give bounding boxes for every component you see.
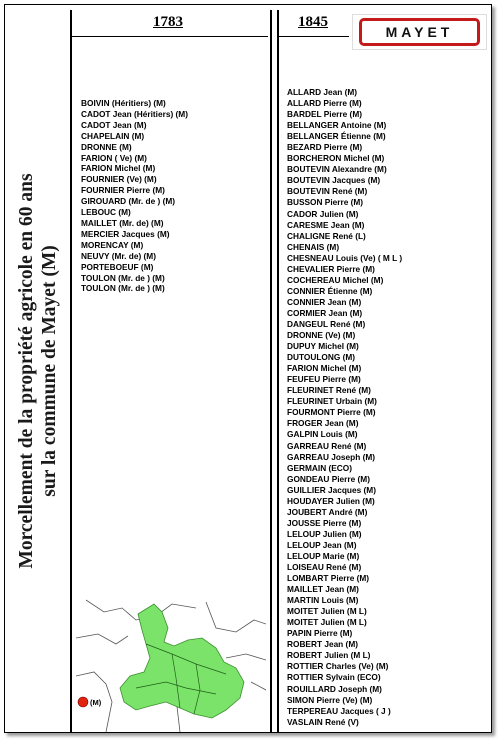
owner-entry: VASLAIN René (V) [287, 716, 359, 727]
border-line [226, 654, 266, 660]
year-1783-heading: 1783 [153, 14, 183, 30]
year-1845-heading: 1845 [298, 14, 328, 30]
owner-entry: PORTEBOEUF (M) [81, 261, 154, 272]
owner-entry: BARDEL Pierre (M) [287, 109, 362, 120]
mayet-commune-area [120, 604, 244, 718]
owners-1845-list [287, 87, 402, 728]
owner-entry: DANGEUL René (M) [287, 318, 366, 329]
owner-entry: ROTTIER Sylvain (ECO) [287, 672, 381, 683]
owner-entry: ALLARD Pierre (M) [287, 98, 362, 109]
owner-entry: SIMON Pierre (Ve) (M) [287, 694, 373, 705]
owner-entry: TOULON (Mr. de ) (M) [81, 283, 165, 294]
owner-entry: CORMIER Jean (M) [287, 307, 363, 318]
sidebar-title-line2: sur la commune de Mayet (M) [39, 245, 60, 497]
sidebar [5, 10, 71, 732]
owner-entry: CHENAIS (M) [287, 241, 340, 252]
owner-entry: CARESME Jean (M) [287, 219, 365, 230]
header-rule-1845 [279, 36, 349, 37]
owner-entry: MAILLET Jean (M) [287, 584, 359, 595]
owner-entry: DRONNE (Ve) (M) [287, 330, 356, 341]
owner-entry: BEZARD Pierre (M) [287, 142, 363, 153]
border-line [206, 602, 266, 632]
owner-entry: CHEVALIER Pierre (M) [287, 263, 375, 274]
owner-entry: GERMAIN (ECO) [287, 462, 352, 473]
owner-entry: LELOUP Marie (M) [287, 550, 360, 561]
owner-entry: LOMBART Pierre (M) [287, 573, 370, 584]
owner-entry: JOUSSE Pierre (M) [287, 517, 362, 528]
owner-entry: FEUFEU Pierre (M) [287, 374, 361, 385]
owner-entry: DRONNE (M) [81, 141, 132, 152]
town-sign [352, 14, 487, 50]
owner-entry: CHESNEAU Louis (Ve) ( M L ) [287, 252, 403, 263]
owner-entry: MERCIER Jacques (M) [81, 228, 170, 239]
owner-entry: GARREAU Joseph (M) [287, 451, 376, 462]
owner-entry: DUPUY Michel (M) [287, 341, 359, 352]
owner-entry: ROUILLARD Joseph (M) [287, 683, 382, 694]
owner-entry: FARION Michel (M) [81, 163, 156, 174]
sidebar-title [15, 21, 61, 721]
owner-entry: HOUDAYER Julien (M) [287, 495, 375, 506]
owner-entry: FARION ( Ve) (M) [81, 152, 147, 163]
owner-entry: TERPEREAU Jacques ( J ) [287, 705, 391, 716]
owner-entry: MORENCAY (M) [81, 239, 144, 250]
owner-entry: FROGER Jean (M) [287, 418, 359, 429]
owner-entry: LELOUP Jean (M) [287, 539, 357, 550]
owner-entry: GARREAU René (M) [287, 440, 367, 451]
owner-entry: FLEURINET Urbain (M) [287, 396, 377, 407]
owner-entry: FLEURINET René (M) [287, 385, 371, 396]
owner-entry: ALLARD Jean (M) [287, 87, 358, 97]
owner-entry: GONDEAU Pierre (M) [287, 473, 370, 484]
owner-entry: BOUTEVIN Jacques (M) [287, 175, 381, 186]
divider-middle [270, 10, 272, 732]
border-line [251, 682, 266, 690]
divider-left [70, 10, 72, 732]
owner-entry: BOUTEVIN René (M) [287, 186, 368, 197]
owner-entry: MARTIN Louis (M) [287, 595, 359, 606]
owner-entry: CHALIGNE René (L) [287, 230, 366, 241]
owner-entry: FOURNIER (Ve) (M) [81, 174, 157, 185]
commune-map [76, 598, 266, 732]
header-rule-1783 [72, 36, 268, 37]
owner-entry: JOUBERT André (M) [287, 506, 368, 517]
owner-entry: CADOT Jean (Héritiers) (M) [81, 108, 188, 119]
owner-entry: ROBERT Jean (M) [287, 639, 358, 650]
owner-entry: BELLANGER Antoine (M) [287, 120, 387, 131]
owner-entry: TOULON (Mr. de ) (M) [81, 272, 165, 283]
owner-entry: BELLANGER Étienne (M) [287, 131, 386, 142]
owner-entry: CADOR Julien (M) [287, 208, 359, 219]
owner-entry: GUILLIER Jacques (M) [287, 484, 376, 495]
owner-entry: MOITET Julien (M L) [287, 606, 367, 617]
sidebar-title-line1: Morcellement de la propriété agricole en 60 ans [16, 173, 37, 569]
owner-entry: CONNIER Jean (M) [287, 296, 362, 307]
owner-entry: LELOUP Julien (M) [287, 528, 362, 539]
owner-entry: ROBERT Julien (M L) [287, 650, 371, 661]
owner-entry: FOURNIER Pierre (M) [81, 185, 165, 196]
owner-entry: GIROUARD (Mr. de ) (M) [81, 196, 176, 207]
border-line [76, 634, 128, 644]
owner-entry: BOUTEVIN Alexandre (M) [287, 164, 387, 175]
owner-entry: FARION Michel (M) [287, 363, 362, 374]
owner-entry: LOISEAU René (M) [287, 562, 362, 573]
owners-1783-list [81, 98, 188, 294]
owner-entry: LEBOUC (M) [81, 207, 131, 218]
owner-entry: CADOT Jean (M) [81, 119, 147, 130]
owner-entry: PAPIN Pierre (M) [287, 628, 353, 639]
owner-entry: NEUVY (Mr. de) (M) [81, 250, 156, 261]
owner-entry: BUSSON Pierre (M) [287, 197, 364, 208]
town-sign-label: MAYET [359, 18, 480, 46]
map-marker-label: (M) [90, 698, 102, 707]
owner-entry: CONNIER Étienne (M) [287, 285, 373, 296]
owner-entry: GALPIN Louis (M) [287, 429, 358, 440]
divider-middle-2 [277, 10, 279, 732]
owner-entry: ROTTIER Charles (Ve) (M) [287, 661, 389, 672]
owner-entry: BOIVIN (Héritiers) (M) [81, 98, 166, 108]
mayet-location-marker [78, 697, 88, 707]
owner-entry: COCHEREAU Michel (M) [287, 274, 384, 285]
owner-entry: DUTOULONG (M) [287, 352, 356, 363]
owner-entry: MOITET Julien (M L) [287, 617, 367, 628]
owner-entry: FOURMONT Pierre (M) [287, 407, 376, 418]
owner-entry: MAILLET (Mr. de) (M) [81, 217, 164, 228]
owner-entry: CHAPELAIN (M) [81, 130, 145, 141]
owner-entry: BORCHERON Michel (M) [287, 153, 385, 164]
commune-map-svg [76, 598, 266, 732]
